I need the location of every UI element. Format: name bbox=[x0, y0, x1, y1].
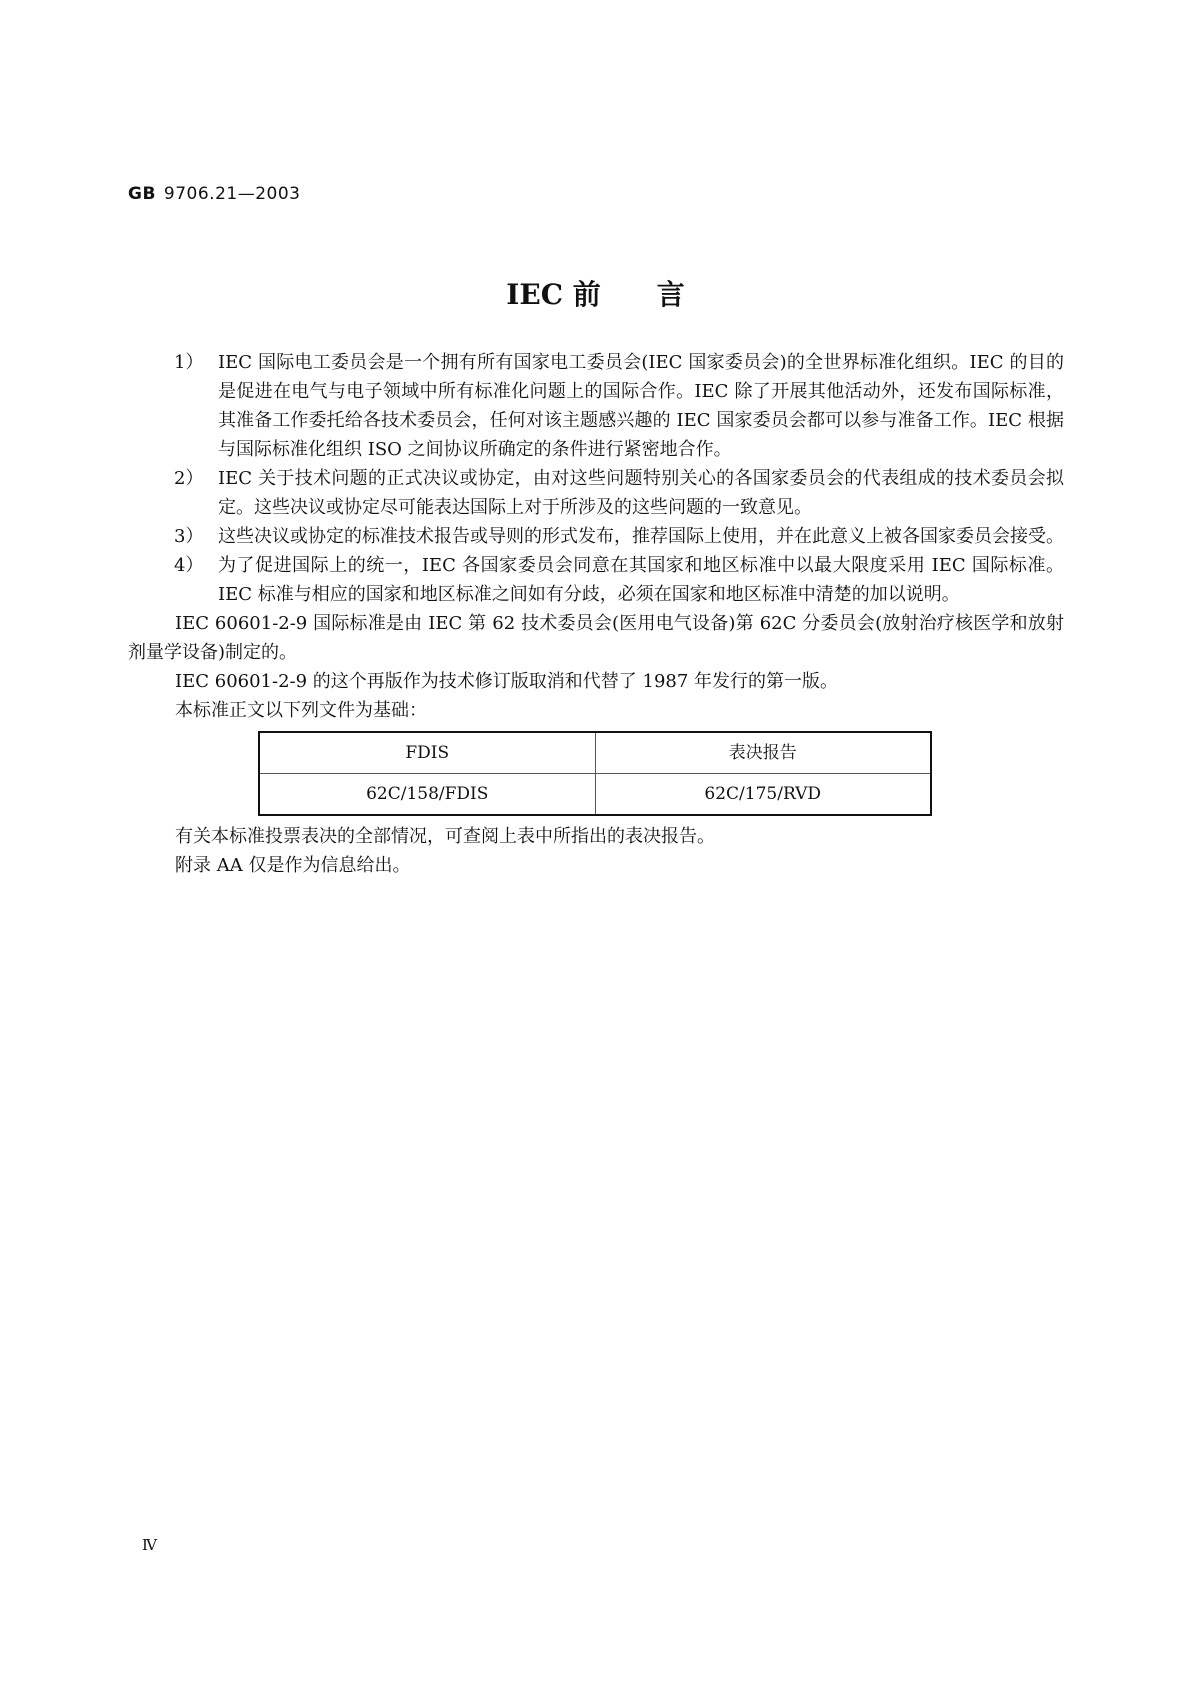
title-part-2: 言 bbox=[656, 278, 685, 311]
list-item-1 bbox=[128, 348, 1064, 464]
document-basis-table bbox=[258, 731, 932, 816]
paragraph-origin: IEC 60601-2-9 国际标准是由 IEC 第 62 技术委员会(医用电气设备)第 62C 分委员会(放射治疗核医学和放射剂量学设备)制定的。 bbox=[128, 613, 1064, 663]
table-header-cell: 表决报告 bbox=[595, 732, 931, 774]
page-number: Ⅳ bbox=[142, 1536, 157, 1554]
list-item-text: 这些决议或协定的标准技术报告或导则的形式发布，推荐国际上使用，并在此意义上被各国家委员会接受。 bbox=[218, 526, 1064, 547]
list-item-text: 为了促进国际上的统一，IEC 各国家委员会同意在其国家和地区标准中以最大限度采用 IEC 国际标准。IEC 标准与相应的国家和地区标准之间如有分歧，必须在国家和地区标准中清楚的加以说明。 bbox=[218, 555, 1064, 605]
standard-number: 9706.21—2003 bbox=[163, 184, 301, 204]
list-item-number: 2） bbox=[174, 468, 204, 489]
table-row bbox=[259, 774, 931, 816]
page-title bbox=[0, 278, 1191, 312]
paragraph-revision: IEC 60601-2-9 的这个再版作为技术修订版取消和代替了 1987 年发行的第一版。 bbox=[175, 671, 839, 692]
list-item-number: 1） bbox=[174, 352, 204, 373]
paragraph-annex: 附录 AA 仅是作为信息给出。 bbox=[175, 855, 411, 876]
paragraph-basis: 本标准正文以下列文件为基础： bbox=[175, 700, 427, 721]
list-item-4 bbox=[128, 551, 1064, 609]
list-item-text: IEC 国际电工委员会是一个拥有所有国家电工委员会(IEC 国家委员会)的全世界标准化组织。IEC 的目的是促进在电气与电子领域中所有标准化问题上的国际合作。IEC 除了开展其他活动外，还发布国际标准，其准备工作委托给各技术委员会，任何对该主题感兴趣的 IEC 国家委员会都可以参与准备工作。IEC 根据与国际标准化组织 ISO 之间协议所确定的条件进行紧密地合作。 bbox=[218, 352, 1064, 460]
standard-code bbox=[128, 184, 301, 204]
table-header-row bbox=[259, 732, 931, 774]
list-item-number: 4） bbox=[174, 555, 204, 576]
paragraph-voting: 有关本标准投票表决的全部情况，可查阅上表中所指出的表决报告。 bbox=[175, 826, 715, 847]
table-cell: 62C/175/RVD bbox=[595, 774, 931, 816]
list-item-3 bbox=[128, 522, 1064, 551]
table-cell: 62C/158/FDIS bbox=[259, 774, 595, 816]
standard-prefix: GB bbox=[128, 184, 156, 204]
title-part-1: IEC 前 bbox=[506, 278, 601, 311]
list-item-2 bbox=[128, 464, 1064, 522]
list-item-number: 3） bbox=[174, 526, 204, 547]
table-header-cell: FDIS bbox=[259, 732, 595, 774]
list-item-text: IEC 关于技术问题的正式决议或协定，由对这些问题特别关心的各国家委员会的代表组成的技术委员会拟定。这些决议或协定尽可能表达国际上对于所涉及的这些问题的一致意见。 bbox=[218, 468, 1064, 518]
document-body bbox=[128, 348, 1064, 880]
